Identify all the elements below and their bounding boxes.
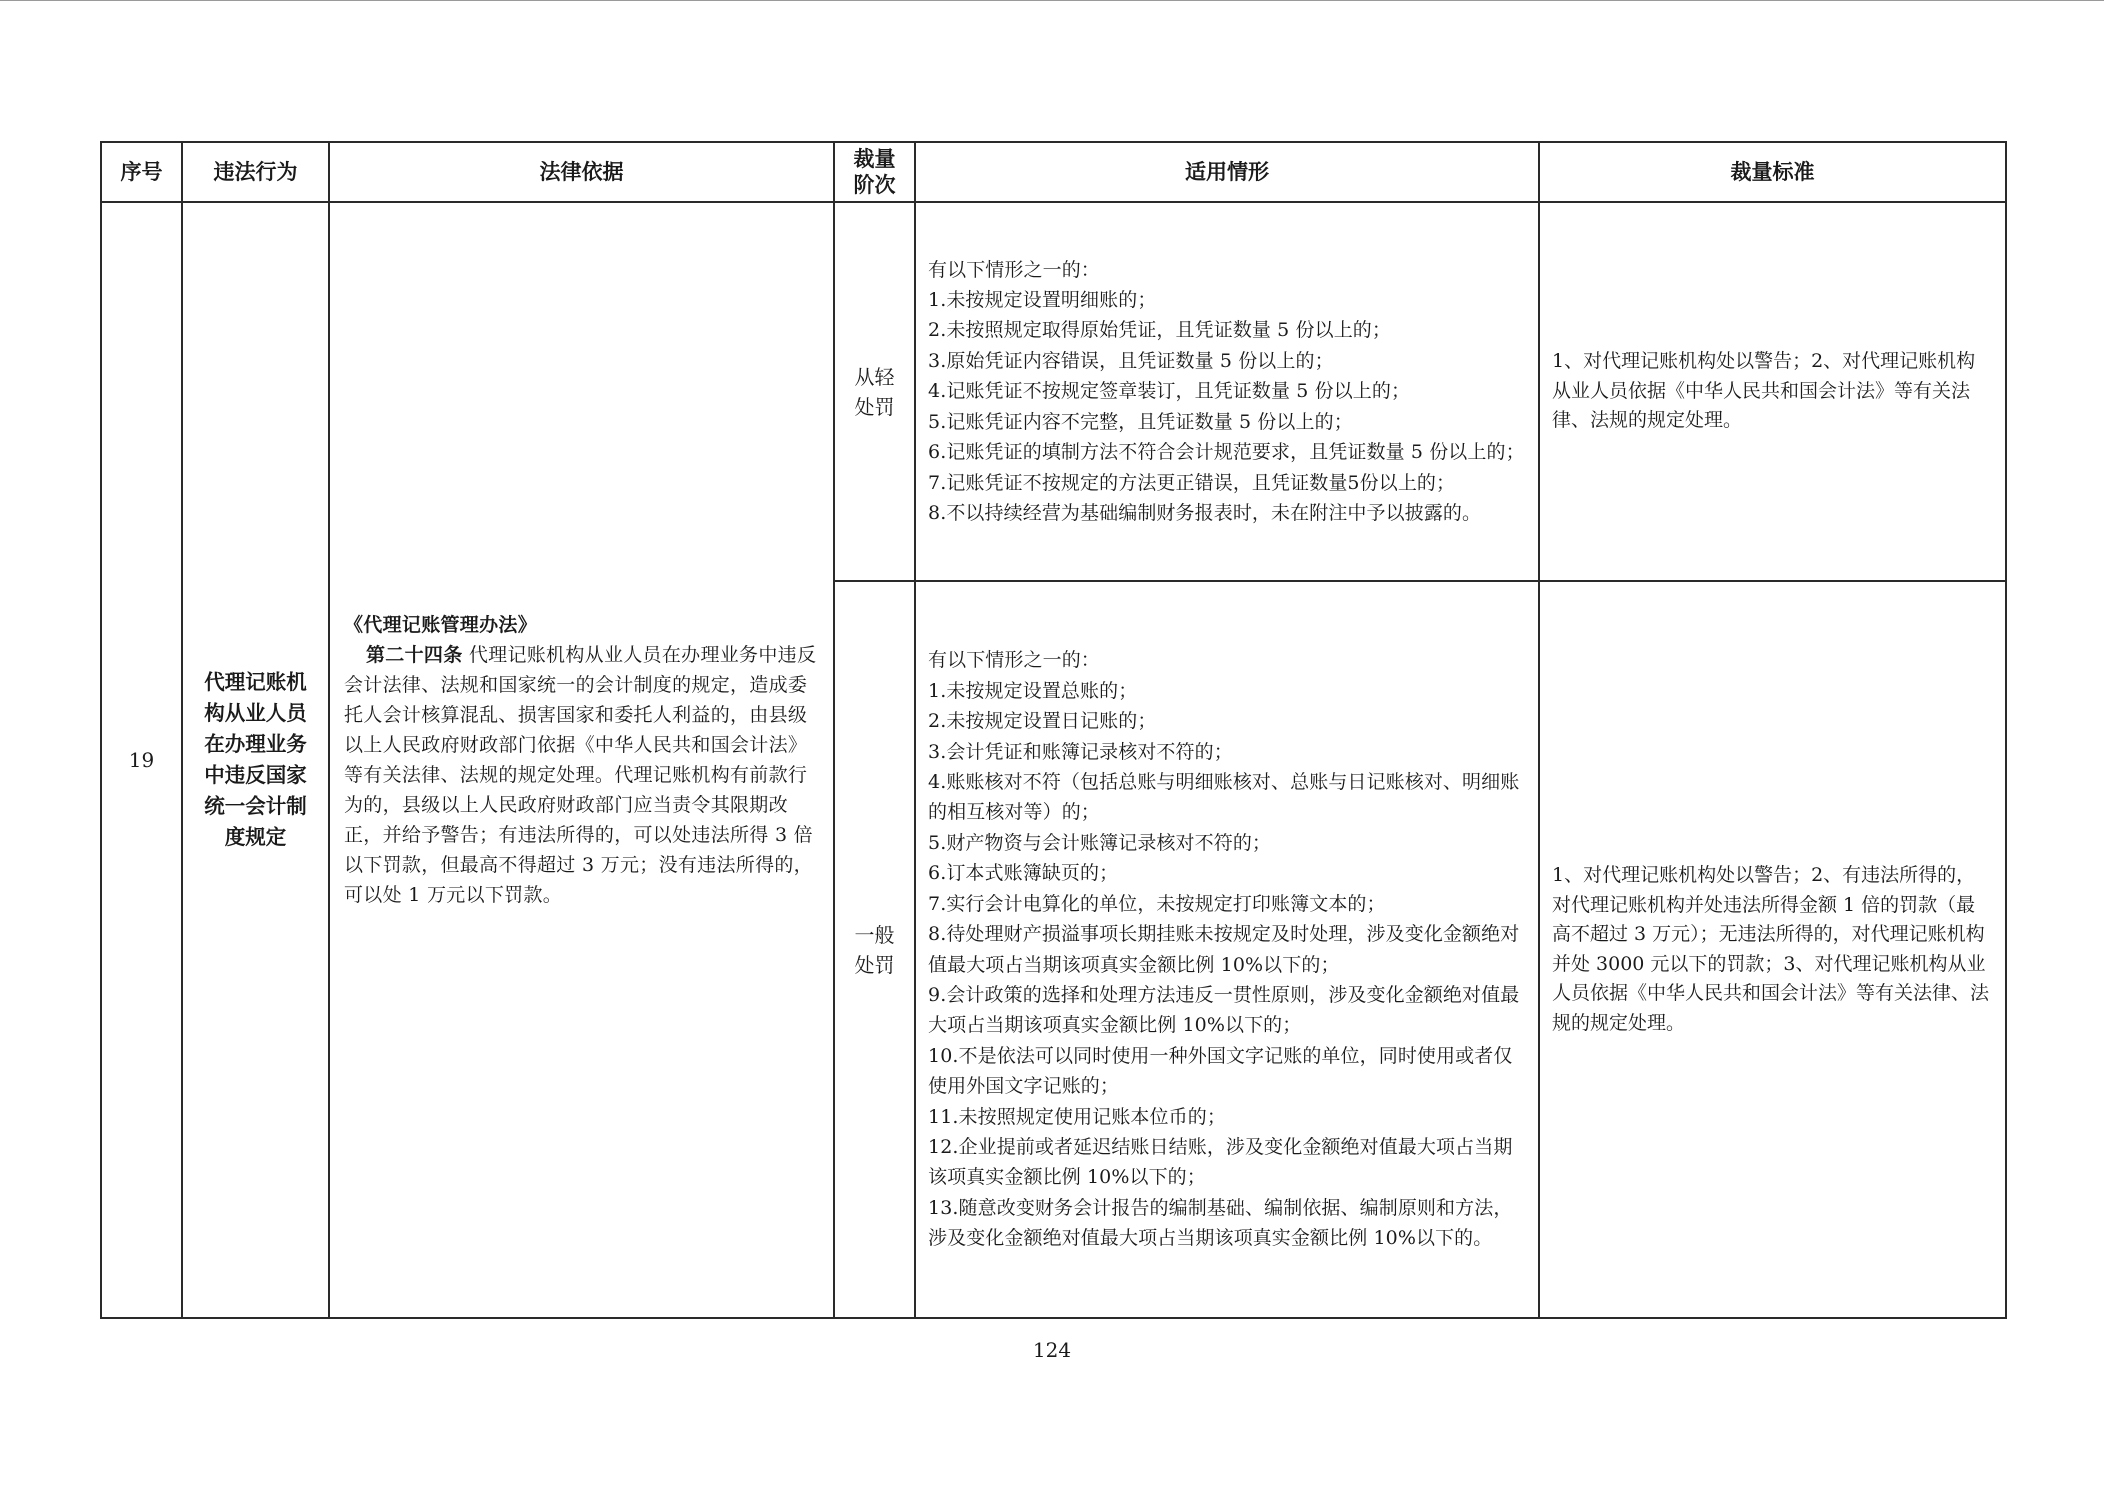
header-violation: 违法行为 [182, 142, 329, 202]
table-row [101, 202, 2006, 581]
condition-line: 1.未按规定设置明细账的； [928, 289, 1157, 312]
penalty-discretion-table [100, 141, 2007, 1319]
condition-line: 6.记账凭证的填制方法不符合会计规范要求，且凭证数量 5 份以上的； [928, 441, 1525, 464]
article-text: 代理记账机构从业人员在办理业务中违反会计法律、法规和国家统一的会计制度的规定，造成委托人会计核算混乱、损害国家和委托人利益的，由县级以上人民政府财政部门依据《中华人民共和国会计法》等有关法律、法规的规定处理。代理记账机构有前款行为的，县级以上人民政府财政部门应当责令其限期改正，并给予警告；有违法所得的，可以处违法所得 3 倍以下罚款，但最高不得超过 3 万元；没有违法所得的，可以处 1 万元以下罚款。 [344, 644, 817, 906]
conditions-lenient [915, 202, 1539, 581]
tier-general-label: 一般 处罚 [854, 922, 895, 977]
standard-general: 1、对代理记账机构处以警告；2、有违法所得的，对代理记账机构并处违法所得金额 1 倍的罚款（最高不超过 3 万元）；无违法所得的，对代理记账机构并处 3000 元以下的罚款；3、对代理记账机构从业人员依据《中华人民共和国会计法》等有关法律、法规的规定处理。 [1539, 581, 2006, 1318]
condition-line: 11.未按照规定使用记账本位币的； [928, 1105, 1226, 1128]
condition-line: 2.未按规定设置日记账的； [928, 710, 1157, 733]
condition-line: 有以下情形之一的： [928, 258, 1100, 281]
conditions-general [915, 581, 1539, 1318]
standard-lenient: 1、对代理记账机构处以警告；2、对代理记账机构从业人员依据《中华人民共和国会计法》等有关法律、法规的规定处理。 [1539, 202, 2006, 581]
header-applicable-conditions: 适用情形 [915, 142, 1539, 202]
table-header-row [101, 142, 2006, 202]
header-discretion-standard: 裁量标准 [1539, 142, 2006, 202]
condition-line: 7.实行会计电算化的单位，未按规定打印账簿文本的； [928, 892, 1386, 915]
law-title: 《代理记账管理办法》 [344, 614, 538, 636]
top-border-line [0, 0, 2104, 1]
header-discretion-tier [834, 142, 915, 202]
tier-lenient-label: 从轻 处罚 [854, 364, 895, 419]
condition-line: 1.未按规定设置总账的； [928, 679, 1138, 702]
condition-line: 8.不以持续经营为基础编制财务报表时，未在附注中予以披露的。 [928, 501, 1482, 524]
condition-line: 13.随意改变财务会计报告的编制基础、编制依据、编制原则和方法，涉及变化金额绝对值最大项占当期该项真实金额比例 10%以下的。 [928, 1196, 1513, 1250]
condition-line: 9.会计政策的选择和处理方法违反一贯性原则，涉及变化金额绝对值最大项占当期该项真实金额比例 10%以下的； [928, 983, 1520, 1037]
condition-line: 3.会计凭证和账簿记录核对不符的； [928, 740, 1233, 763]
condition-line: 12.企业提前或者延迟结账日结账，涉及变化金额绝对值最大项占当期该项真实金额比例 10%以下的； [928, 1135, 1513, 1189]
header-tier-text: 裁量 阶次 [853, 146, 896, 197]
condition-line: 7.记账凭证不按规定的方法更正错误，且凭证数量5份以上的； [928, 471, 1456, 494]
condition-line: 3.原始凭证内容错误，且凭证数量 5 份以上的； [928, 349, 1334, 372]
row-serial-number: 19 [101, 202, 182, 1318]
legal-basis-cell [329, 202, 834, 1318]
violation-text: 代理记账机 构从业人员 在办理业务 中违反国家 统一会计制 度规定 [204, 670, 307, 849]
condition-line: 2.未按照规定取得原始凭证，且凭证数量 5 份以上的； [928, 319, 1391, 342]
condition-line: 有以下情形之一的： [928, 649, 1100, 672]
condition-line: 10.不是依法可以同时使用一种外国文字记账的单位，同时使用或者仅使用外国文字记账的； [928, 1044, 1513, 1098]
tier-lenient [834, 202, 915, 581]
header-legal-basis: 法律依据 [329, 142, 834, 202]
condition-line: 5.记账凭证内容不完整，且凭证数量 5 份以上的； [928, 410, 1353, 433]
page-number: 124 [1032, 1338, 1072, 1362]
condition-line: 4.记账凭证不按规定签章装订，且凭证数量 5 份以上的； [928, 380, 1411, 403]
violation-cell [182, 202, 329, 1318]
condition-line: 8.待处理财产损溢事项长期挂账未按规定及时处理，涉及变化金额绝对值最大项占当期该项真实金额比例 10%以下的； [928, 923, 1520, 976]
header-serial-number: 序号 [101, 142, 182, 202]
condition-line: 6.订本式账簿缺页的； [928, 862, 1119, 885]
article-number: 第二十四条 [366, 644, 463, 666]
condition-line: 5.财产物资与会计账簿记录核对不符的； [928, 831, 1272, 854]
tier-general [834, 581, 915, 1318]
condition-line: 4.账账核对不符（包括总账与明细账核对、总账与日记账核对、明细账的相互核对等）的； [928, 771, 1520, 824]
